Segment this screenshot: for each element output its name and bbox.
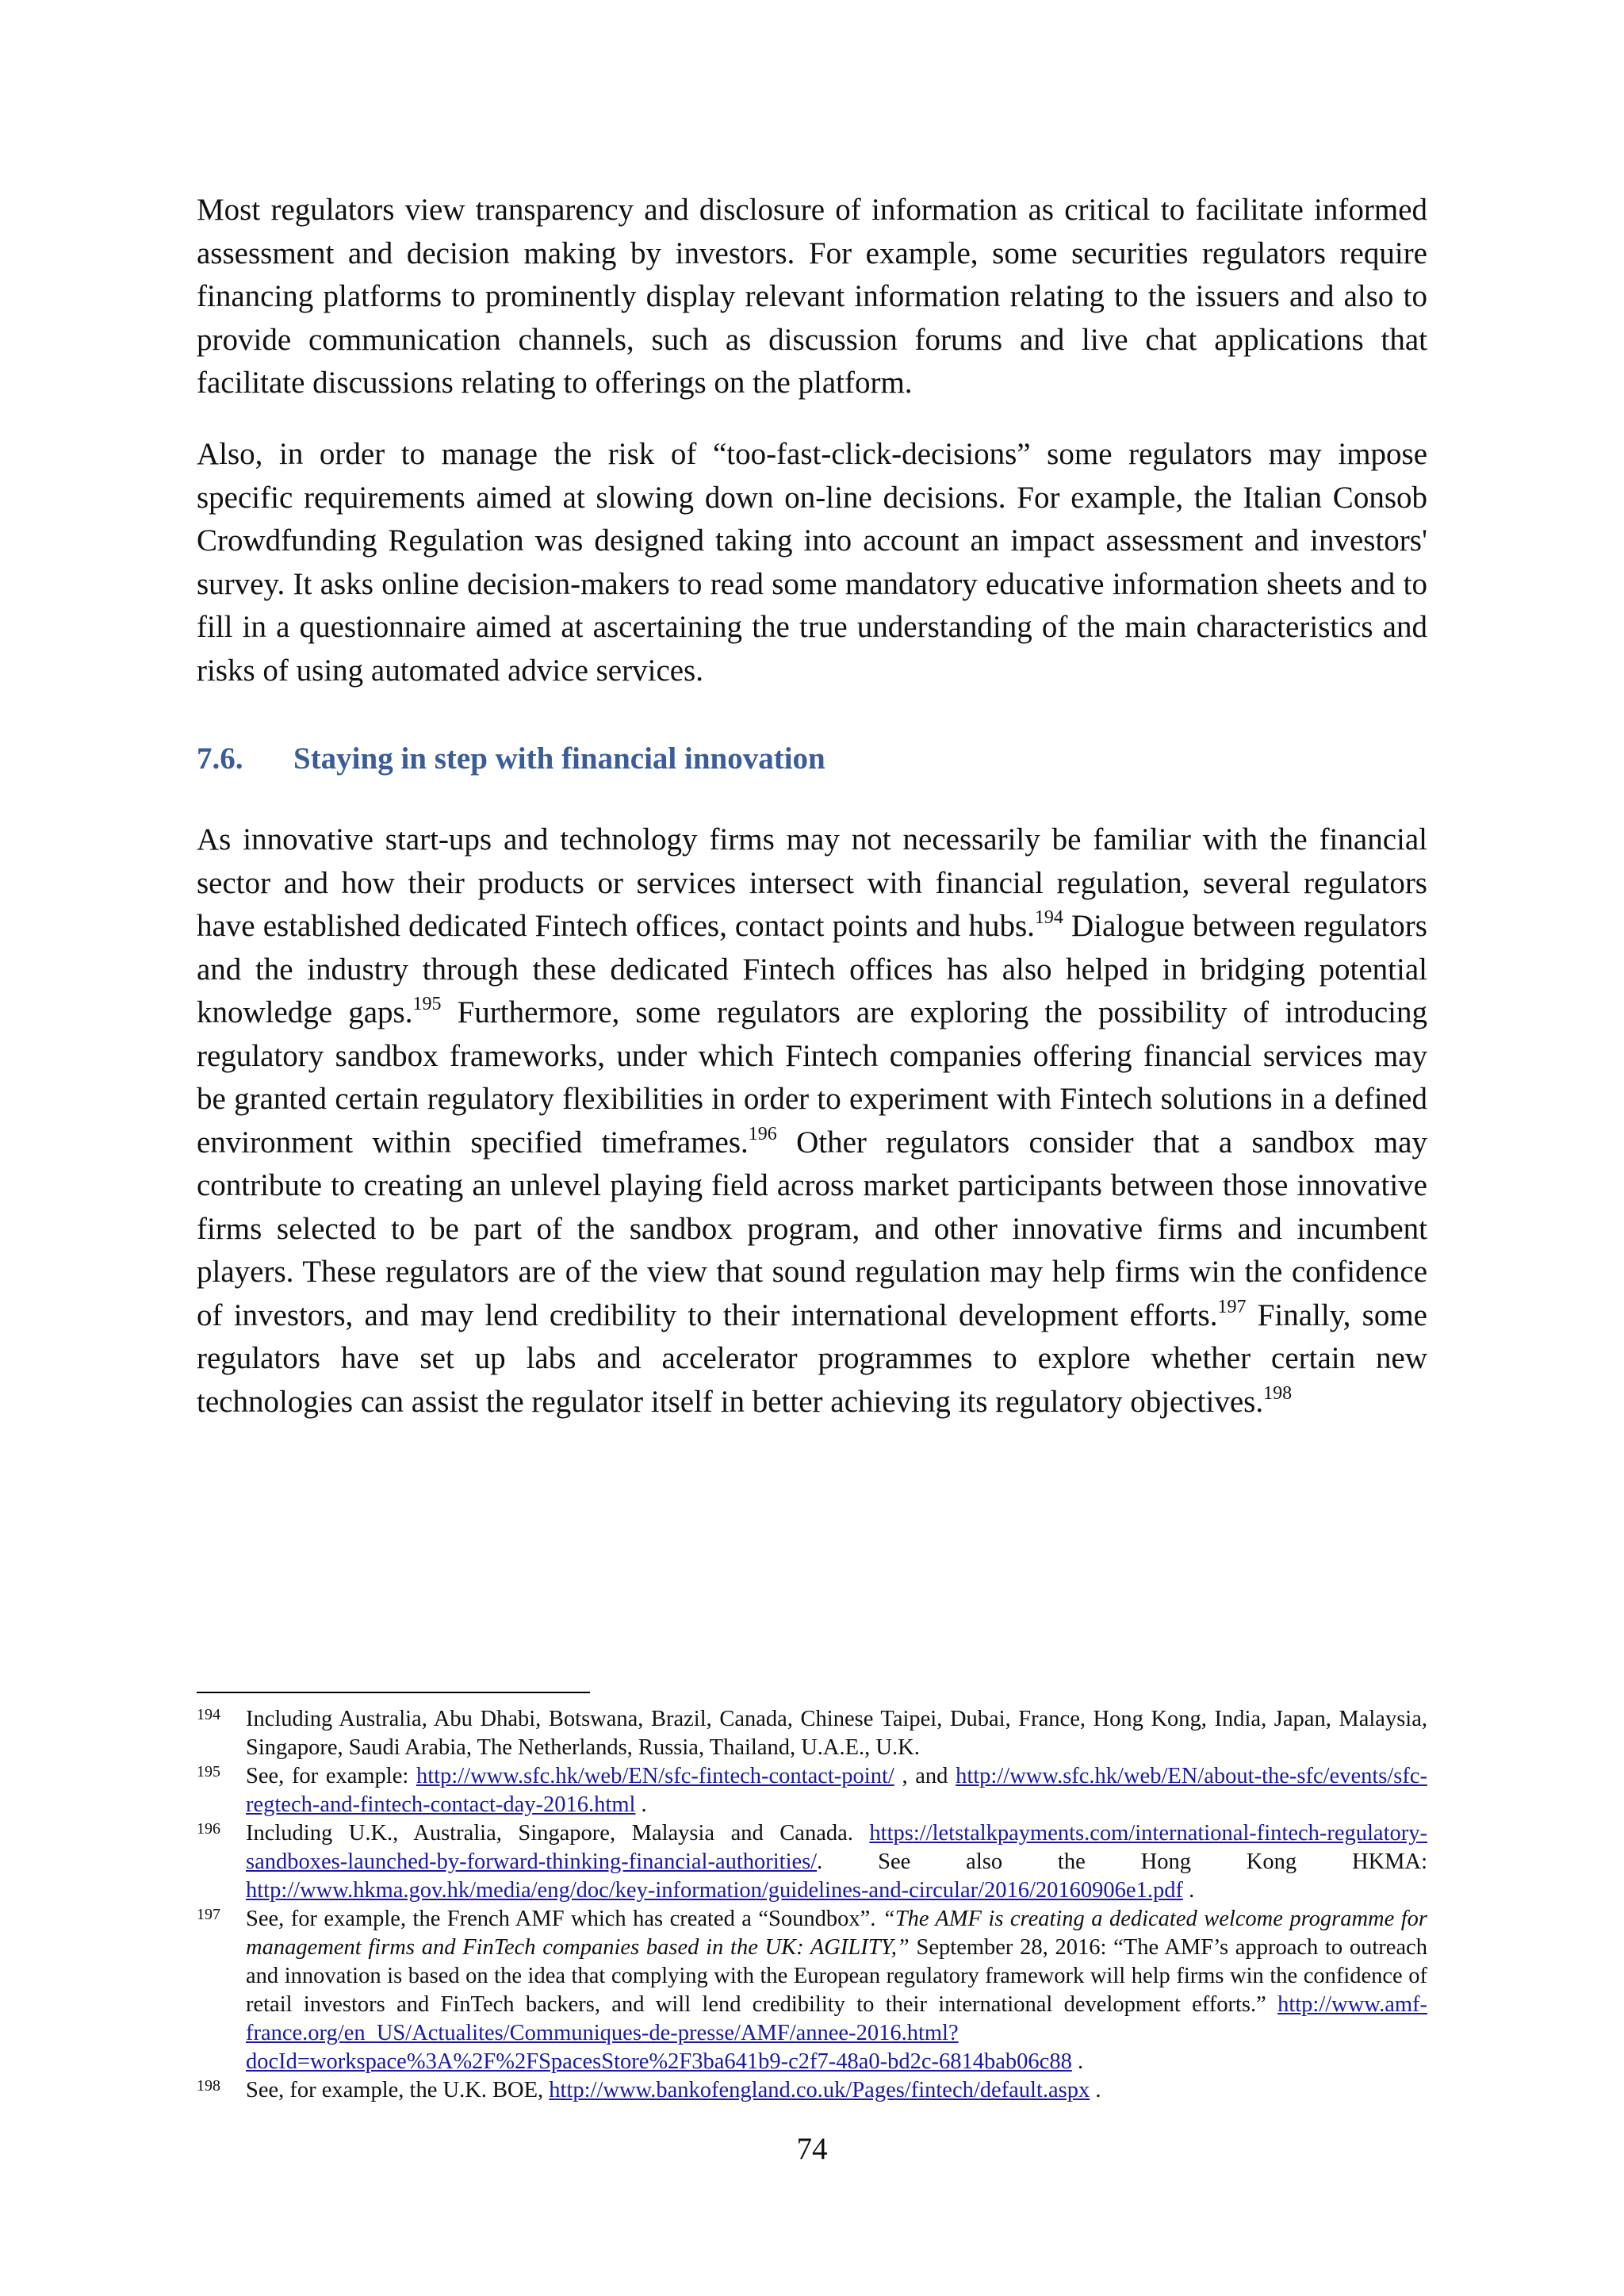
footnote-text: See, for example, the French AMF which has created a “Soundbox”. — [246, 1907, 883, 1931]
footnote-text: . — [635, 1792, 647, 1817]
footnote-number: 195 — [197, 1763, 220, 1780]
footnote-number: 196 — [197, 1820, 220, 1838]
footnote-196 — [197, 1819, 1427, 1905]
sentence: Dialogue between regulators and the industry through these dedicated Fintech offices has also helped in bridging potential knowledge gaps. — [197, 909, 1427, 1029]
footnote-198 — [197, 2076, 1427, 2105]
footnote-number: 197 — [197, 1906, 220, 1923]
footnote-ref-198[interactable]: 198 — [1263, 1382, 1293, 1404]
footnote-italic-title: “The AMF is creating a dedicated welcome programme for management firms and FinTech companies based in the UK: AGILITY,” — [246, 1907, 1428, 1960]
footnote-194 — [197, 1705, 1427, 1762]
footnote-text: See, for example, the U.K. BOE, — [246, 2078, 550, 2102]
footnote-ref-195[interactable]: 195 — [412, 994, 442, 1014]
footnote-ref-196[interactable]: 196 — [748, 1123, 777, 1144]
paragraph-financial-innovation — [197, 818, 1427, 1424]
paragraph-click-decisions: Also, in order to manage the risk of “too-fast-click-decisions” some regulators may impose specific requirements aimed at slowing down on-line decisions. For example, the Italian Consob Crowdfunding Regulation was designed taking into account an impact assessment and investors' survey. It asks online decision-makers to read some mandatory educative information sheets and to fill in a questionnaire aimed at ascertaining the true understanding of the main characteristics and risks of using automated advice services. — [197, 437, 1427, 688]
footnote-text: . See also the Hong Kong HKMA: — [817, 1849, 1427, 1874]
footnote-text: See, for example: — [246, 1764, 416, 1788]
footnote-link[interactable]: http://www.bankofengland.co.uk/Pages/fintech/default.aspx — [549, 2078, 1090, 2102]
footnote-ref-194[interactable]: 194 — [1034, 907, 1063, 928]
sentence: As innovative start-ups and technology firms may not necessarily be familiar with the financial sector and how their products or services intersect with financial regulation, several regulators have established dedicated Fintech offices, contact points and hubs. — [197, 822, 1427, 943]
footnote-text: , and — [894, 1764, 956, 1788]
footnote-link[interactable]: https://letstalkpayments.com/international-fintech-regulatory-sandboxes-launched-by-forward-thinking-financial-authorities/ — [246, 1821, 1427, 1874]
page-number: 74 — [796, 2132, 828, 2166]
footnote-link[interactable]: http://www.hkma.gov.hk/media/eng/doc/key-information/guidelines-and-circular/2016/20160906e1.pdf — [246, 1878, 1183, 1903]
footnote-number: 194 — [197, 1706, 220, 1723]
footnote-text: . — [1182, 1878, 1195, 1903]
footnote-link[interactable]: http://www.sfc.hk/web/EN/about-the-sfc/events/sfc-regtech-and-fintech-contact-day-2016.html — [246, 1764, 1427, 1817]
footnote-197 — [197, 1905, 1427, 2076]
footnotes — [197, 1705, 1427, 2105]
sentence: Furthermore, some regulators are exploring the possibility of introducing regulatory sandbox frameworks, under which Fintech companies offering financial services may be granted certain regulatory flexibilities in order to experiment with Fintech solutions in a defined environment within specified timeframes. — [197, 995, 1427, 1159]
section-heading — [197, 738, 1427, 780]
footnote-number: 198 — [197, 2077, 220, 2095]
section-title: Staying in step with financial innovation — [293, 742, 825, 776]
footnote-link[interactable]: http://www.amf-france.org/en_US/Actualites/Communiques-de-presse/AMF/annee-2016.html?docId=workspace%3A%2F%2FSpacesStore%2F3ba641b9-c2f7-48a0-bd2c-6814bab06c88 — [246, 1992, 1427, 2074]
footnote-text: . — [1090, 2078, 1101, 2102]
footnote-text: . — [1071, 2049, 1084, 2074]
footnote-text: September 28, 2016: “The AMF’s approach to outreach and innovation is based on the idea that complying with the European regulatory framework will help firms win the confidence of retail investors and FinTech backers, and will lend credibility to their international development efforts.” — [246, 1935, 1427, 2017]
footnote-text: Including U.K., Australia, Singapore, Malaysia and Canada. — [246, 1821, 870, 1846]
footnote-text: Including Australia, Abu Dhabi, Botswana, Brazil, Canada, Chinese Taipei, Dubai, France, Hong Kong, India, Japan, Malaysia, Singapore, Saudi Arabia, The Netherlands, Russia, Thailand, U.A.E., U.K. — [246, 1707, 1427, 1760]
paragraph-transparency: Most regulators view transparency and disclosure of information as critical to facilitate informed assessment and decision making by investors. For example, some securities regulators require financing platforms to prominently display relevant information relating to the issuers and also to provide communication channels, such as discussion forums and live chat applications that facilitate discussions relating to offerings on the platform. — [197, 193, 1427, 400]
sentence: Other regulators consider that a sandbox may contribute to creating an unlevel playing field across market participants between those innovative firms selected to be part of the sandbox program, and other innovative firms and incumbent players. These regulators are of the view that sound regulation may help firms win the confidence of investors, and may lend credibility to their international development efforts. — [197, 1125, 1427, 1332]
footnote-ref-197[interactable]: 197 — [1217, 1296, 1247, 1317]
footnote-separator — [197, 1692, 590, 1693]
footnote-195 — [197, 1762, 1427, 1819]
section-number: 7.6. — [197, 742, 243, 776]
footnote-link[interactable]: http://www.sfc.hk/web/EN/sfc-fintech-contact-point/ — [416, 1764, 894, 1788]
sentence: Finally, some regulators have set up labs and accelerator programmes to explore whether certain new technologies can assist the regulator itself in better achieving its regulatory objectives. — [197, 1297, 1427, 1419]
